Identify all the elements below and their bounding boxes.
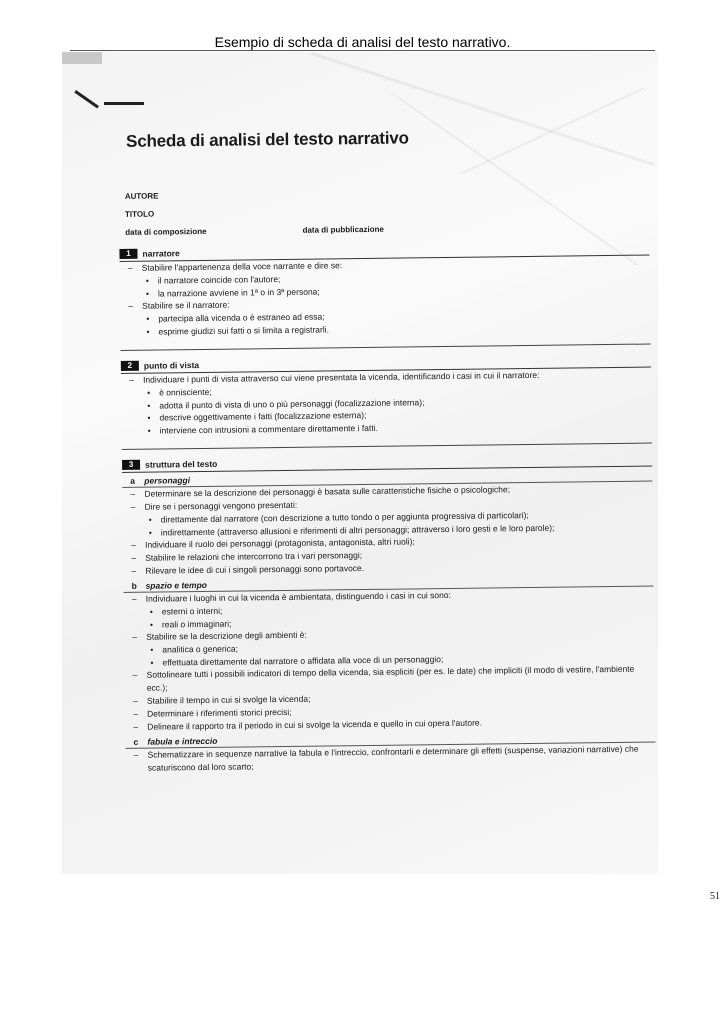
item-list (122, 481, 653, 577)
list-item: – Determinare se la descrizione dei personaggi è basata sulle caratteristiche fisiche o psicologiche; (122, 481, 652, 500)
list-item: – Individuare i punti di vista attraverso cui viene presentata la vicenda, identificando i casi in cui il narratore: (121, 368, 651, 387)
header-rule (70, 50, 655, 51)
bullet-item: • indirettamente (attraverso allusioni e riferimenti di altri personaggi; attraverso i loro gesti e le loro parole); (123, 520, 653, 539)
section-title: punto di vista (143, 360, 200, 371)
item-list (126, 742, 656, 774)
list-item: – Determinare i riferimenti storici precisi; (125, 701, 655, 720)
meta-titolo: TITOLO (124, 209, 155, 219)
list-item: – Individuare il ruolo dei personaggi (protagonista, antagonista, altri ruoli); (123, 532, 653, 551)
bullet-item: • effettuata direttamente dal narratore o affidata alla voce di un personaggio; (124, 650, 654, 669)
subsection-letter: b (131, 580, 137, 591)
list-item: – Stabilire se il narratore: (120, 294, 650, 313)
bullet-item: • analitica o generica; (124, 637, 654, 656)
list-item: – Sottolineare tutti i possibili indicatori di tempo della vicenda, sia espliciti (per es. le date) che impliciti (il modo di vestire, l'ambiente ecc.); (125, 662, 655, 694)
item-list (121, 368, 652, 437)
subsection-letter: a (130, 475, 136, 486)
bullet-item: • direttamente dal narratore (con descrizione a tutto tondo o per aggiunta progressiva di particolari); (123, 507, 653, 526)
subsection-letter: c (133, 736, 139, 747)
sections-container (119, 243, 655, 775)
meta-composizione: data di composizione (125, 226, 207, 237)
bullet-item: • la narrazione avviene in 1ª o in 3ª persona; (120, 281, 650, 300)
list-item: – Dire se i personaggi vengono presentati: (123, 494, 653, 513)
bullet-item: • adotta il punto di vista di uno o più personaggi (focalizzazione interna); (121, 393, 651, 412)
list-item: – Rilevare le idee di cui i singoli personaggi sono portavoce. (123, 558, 653, 577)
page-number: 51 (710, 891, 720, 902)
section-title: struttura del testo (145, 458, 218, 470)
bullet-item: • il narratore coincide con l'autore; (120, 269, 650, 288)
section-title: narratore (142, 248, 180, 259)
section-number: 1 (119, 249, 137, 259)
subsection-title: personaggi (144, 475, 191, 486)
meta-autore: AUTORE (124, 191, 159, 201)
bullet-item: • reali o immaginari; (124, 612, 654, 631)
list-item: – Schematizzare in sequenze narrative la fabula e l'intreccio, confrontarli e determinare gli effetti (suspense, variazioni narrative) che scaturiscono dal loro scarto; (126, 742, 656, 774)
item-list (124, 586, 656, 733)
subsection-title: spazio e tempo (145, 579, 208, 591)
list-item: – Stabilire il tempo in cui si svolge la vicenda; (125, 688, 655, 707)
scan-mark (74, 90, 99, 109)
scan-mark (104, 102, 144, 105)
list-item: – Stabilire l'appartenenza della voce narrante e dire se: (120, 256, 650, 275)
section-number: 3 (122, 460, 140, 470)
bullet-item: • interviene con intrusioni a commentare direttamente i fatti. (122, 418, 652, 437)
list-item: – Delineare il rapporto tra il periodo in cui si svolge la vicenda e quello in cui opera l'autore. (125, 714, 655, 733)
bullet-item: • esprime giudizi sui fatti o si limita a registrarli. (120, 319, 650, 338)
list-item: – Stabilire le relazioni che intercorrono tra i vari personaggi; (123, 545, 653, 564)
scan-shadow (62, 52, 102, 64)
document-body (118, 126, 656, 775)
item-list (120, 256, 651, 338)
list-item: – Stabilire se la descrizione degli ambienti è: (124, 624, 654, 643)
bullet-item: • partecipa alla vicenda o è estraneo ad essa; (120, 307, 650, 326)
subsection-title: fabula e intreccio (147, 735, 218, 747)
scanned-page (62, 52, 720, 902)
bullet-item: • esterni o interni; (124, 599, 654, 618)
list-item: – Individuare i luoghi in cui la vicenda è ambientata, distinguendo i casi in cui sono: (124, 586, 654, 605)
meta-pubblicazione: data di pubblicazione (302, 224, 384, 235)
document-title: Scheda di analisi del testo narrativo (125, 128, 409, 151)
page-header-title: Esempio di scheda di analisi del testo narrativo. (214, 34, 511, 50)
document-meta (125, 184, 650, 239)
bullet-item: • è onnisciente; (121, 381, 651, 400)
bullet-item: • descrive oggettivamente i fatti (focalizzazione esterna); (121, 406, 651, 425)
section-number: 2 (121, 361, 139, 371)
